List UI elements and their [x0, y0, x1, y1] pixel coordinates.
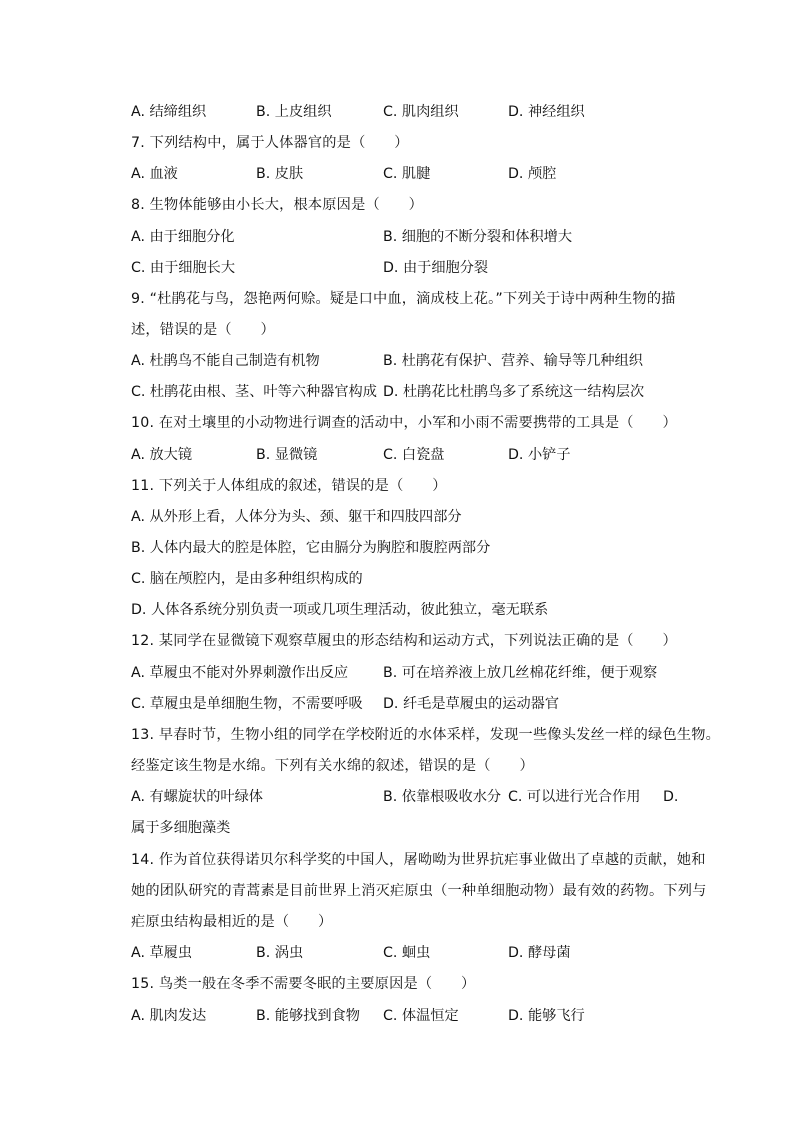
q12-option-d: D. 纤毛是草履虫的运动器官: [383, 696, 560, 712]
q15-option-b: B. 能够找到食物: [256, 1008, 360, 1024]
q8-option-b: B. 细胞的不断分裂和体积增大: [383, 229, 573, 245]
q13-stem-line2: 经鉴定该生物是水绵。下列有关水绵的叙述，错误的是（ ）: [131, 758, 534, 774]
q9-option-b: B. 杜鹃花有保护、营养、输导等几种组织: [383, 353, 643, 369]
q15-stem: 15. 鸟类一般在冬季不需要冬眠的主要原因是（ ）: [131, 976, 476, 992]
q14-stem-line2: 她的团队研究的青蒿素是目前世界上消灭疟原虫（一种单细胞动物）最有效的药物。下列与: [131, 883, 707, 899]
q14-stem-line1: 14. 作为首位获得诺贝尔科学奖的中国人，屠呦呦为世界抗疟事业做出了卓越的贡献，她和: [131, 852, 706, 868]
q14-option-d: D. 酵母菌: [508, 945, 571, 961]
q7-stem: 7. 下列结构中，属于人体器官的是（ ）: [131, 135, 409, 151]
q15-option-c: C. 体温恒定: [383, 1008, 459, 1024]
q12-stem: 12. 某同学在显微镜下观察草履虫的形态结构和运动方式，下列说法正确的是（ ）: [131, 633, 677, 649]
q6-option-a: A. 结缔组织: [131, 104, 207, 120]
q14-stem-line3: 疟原虫结构最相近的是（ ）: [131, 914, 333, 930]
q13-option-d-text: 属于多细胞藻类: [131, 820, 231, 836]
q7-option-c: C. 肌腱: [383, 166, 431, 182]
q13-stem-line1: 13. 早春时节，生物小组的同学在学校附近的水体采样，发现一些像头发丝一样的绿色生物。: [131, 727, 720, 743]
q9-stem-line1: 9. “杜鹃花与鸟，怨艳两何赊。疑是口中血，滴成枝上花。”下列关于诗中两种生物的描: [131, 291, 676, 307]
q11-option-d: D. 人体各系统分别负责一项或几项生理活动，彼此独立，毫无联系: [131, 602, 549, 618]
q6-option-d: D. 神经组织: [508, 104, 585, 120]
q9-stem-line2: 述，错误的是（ ）: [131, 322, 275, 338]
q10-option-a: A. 放大镜: [131, 447, 193, 463]
q7-option-a: A. 血液: [131, 166, 178, 182]
q10-stem: 10. 在对土壤里的小动物进行调查的活动中，小军和小雨不需要携带的工具是（ ）: [131, 415, 677, 431]
q15-option-d: D. 能够飞行: [508, 1008, 585, 1024]
q13-option-a: A. 有螺旋状的叶绿体: [131, 789, 263, 805]
q7-option-b: B. 皮肤: [256, 166, 304, 182]
q13-option-b: B. 依靠根吸收水分: [383, 789, 502, 805]
q9-option-a: A. 杜鹃鸟不能自己制造有机物: [131, 353, 320, 369]
q11-stem: 11. 下列关于人体组成的叙述，错误的是（ ）: [131, 478, 447, 494]
q12-option-c: C. 草履虫是单细胞生物，不需要呼吸: [131, 696, 363, 712]
q11-option-a: A. 从外形上看，人体分为头、颈、躯干和四肢四部分: [131, 509, 462, 525]
q9-option-d: D. 杜鹃花比杜鹃鸟多了系统这一结构层次: [383, 384, 645, 400]
q13-option-d-label: D.: [663, 789, 679, 805]
q14-option-b: B. 涡虫: [256, 945, 304, 961]
q11-option-b: B. 人体内最大的腔是体腔，它由膈分为胸腔和腹腔两部分: [131, 540, 491, 556]
q11-option-c: C. 脑在颅腔内，是由多种组织构成的: [131, 571, 363, 587]
q13-option-c: C. 可以进行光合作用: [508, 789, 641, 805]
q8-option-a: A. 由于细胞分化: [131, 229, 235, 245]
q9-option-c: C. 杜鹃花由根、茎、叶等六种器官构成: [131, 384, 377, 400]
q14-option-c: C. 蛔虫: [383, 945, 431, 961]
q14-option-a: A. 草履虫: [131, 945, 193, 961]
q10-option-c: C. 白瓷盘: [383, 447, 445, 463]
q12-option-a: A. 草履虫不能对外界刺激作出反应: [131, 665, 349, 681]
q8-stem: 8. 生物体能够由小长大，根本原因是（ ）: [131, 197, 424, 213]
q12-option-b: B. 可在培养液上放几丝棉花纤维，便于观察: [383, 665, 658, 681]
q7-option-d: D. 颅腔: [508, 166, 557, 182]
q8-option-d: D. 由于细胞分裂: [383, 260, 489, 276]
q15-option-a: A. 肌肉发达: [131, 1008, 207, 1024]
q6-option-c: C. 肌肉组织: [383, 104, 459, 120]
q10-option-b: B. 显微镜: [256, 447, 318, 463]
q6-option-b: B. 上皮组织: [256, 104, 332, 120]
q10-option-d: D. 小铲子: [508, 447, 571, 463]
q8-option-c: C. 由于细胞长大: [131, 260, 236, 276]
